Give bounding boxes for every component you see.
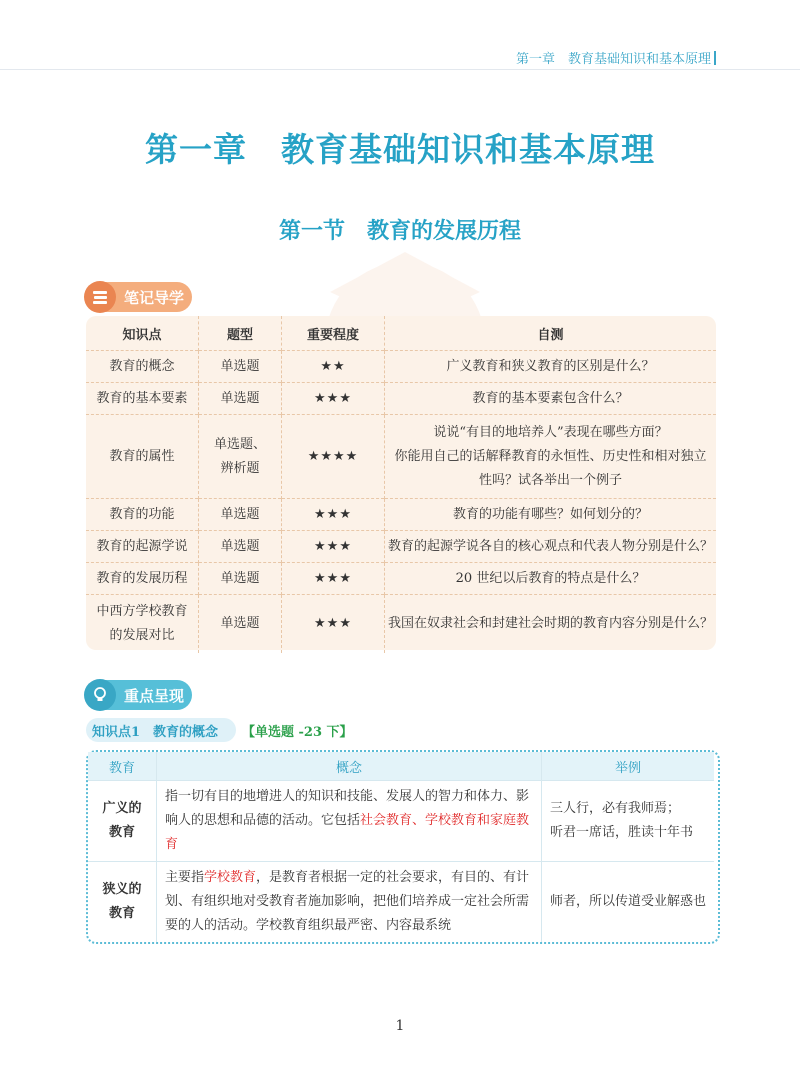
- header-self-test: 自测: [537, 327, 564, 343]
- concept-text-part: 主要指: [165, 870, 205, 885]
- knowledge-point-title: 知识点1 教育的概念: [92, 725, 219, 740]
- point-line: 中西方学校教育: [96, 603, 188, 619]
- section-title: 第一节 教育的发展历程: [278, 218, 521, 244]
- table-row: [86, 595, 716, 653]
- importance-stars: ★★★: [282, 595, 385, 653]
- table-row: [86, 351, 716, 383]
- self-test: 广义教育和狭义教育的区别是什么？: [446, 358, 655, 374]
- table-row: [86, 563, 716, 595]
- self-test: 我国在奴隶社会和封建社会时期的教育内容分别是什么？: [387, 615, 713, 631]
- table-row: [86, 499, 716, 531]
- question-type: 单选题: [199, 595, 282, 653]
- name-line: 教育: [108, 906, 135, 921]
- question-type: 单选题: [199, 383, 282, 415]
- notes-guide-badge: [86, 282, 192, 312]
- lightbulb-icon: [84, 679, 116, 711]
- importance-stars: ★★★★: [282, 415, 385, 499]
- concept-header-row: [88, 752, 714, 781]
- example-text: [542, 781, 715, 862]
- header-type: 题型: [199, 316, 282, 351]
- knowledge-point: 教育的发展历程: [86, 563, 199, 595]
- name-line: 广义的: [102, 801, 142, 816]
- education-type: [88, 781, 157, 862]
- concept-text-part: ，是教育者根据一定的社会要求，有目的、有计划、有组织地对受教育者施加影响，把他们培养成一定社会所需要的人的活动。学校教育组织最严密、内容最系统: [165, 870, 530, 933]
- header-concept: 概念: [157, 752, 542, 781]
- question-type: 单选题: [199, 499, 282, 531]
- knowledge-point: 教育的功能: [86, 499, 199, 531]
- running-head: 第一章 教育基础知识和基本原理: [516, 48, 716, 67]
- education-type: [88, 862, 157, 943]
- self-test: 20 世纪以后教育的特点是什么？: [455, 570, 646, 586]
- concept-text: [157, 781, 542, 862]
- importance-stars: ★★★: [282, 499, 385, 531]
- header-importance: 重要程度: [282, 316, 385, 351]
- self-test: 教育的基本要素包含什么？: [472, 390, 629, 406]
- running-head-bar: [714, 51, 716, 65]
- knowledge-point: 教育的起源学说: [86, 531, 199, 563]
- knowledge-point: 教育的属性: [86, 415, 199, 499]
- type-line: 单选题、: [213, 436, 266, 452]
- self-test: [385, 415, 717, 499]
- example-line: 三人行，必有我师焉；: [550, 801, 681, 816]
- guide-header-row: [86, 316, 716, 351]
- chapter-title: 第一章 教育基础知识和基本原理: [145, 130, 655, 169]
- knowledge-point: 教育的概念: [86, 351, 199, 383]
- study-guide-table: [86, 316, 716, 653]
- name-line: 教育: [108, 825, 135, 840]
- importance-stars: ★★★: [282, 531, 385, 563]
- question-type: 单选题: [199, 351, 282, 383]
- header-point: 知识点: [86, 316, 199, 351]
- example-text: 师者，所以传道受业解惑也: [550, 894, 707, 909]
- importance-stars: ★★★: [282, 383, 385, 415]
- notes-guide-label: 笔记导学: [124, 288, 185, 307]
- highlight-text: 学校教育: [204, 870, 257, 885]
- knowledge-point: 教育的基本要素: [86, 383, 199, 415]
- self-test: 教育的起源学说各自的核心观点和代表人物分别是什么？: [387, 538, 713, 554]
- self-test: 教育的功能有哪些？如何划分的？: [452, 506, 648, 522]
- self-test-line: 说说“有目的地培养人”表现在哪些方面？: [433, 424, 668, 440]
- importance-stars: ★★: [282, 351, 385, 383]
- point-line: 的发展对比: [109, 627, 175, 643]
- type-line: 辨析题: [220, 460, 260, 476]
- concept-text-part: 指一切有目的地增进人的知识和技能、发展人的智力和体力、影响人的思想和品德的活动。它包括: [165, 789, 530, 828]
- self-test-line: 你能用自己的话解释教育的永恒性、历史性和相对独立: [394, 448, 707, 464]
- key-points-label: 重点呈现: [124, 686, 185, 705]
- table-row: [88, 862, 714, 943]
- table-row: [86, 415, 716, 499]
- highlight-text: 社会教育、学校教育和家庭教育: [165, 813, 530, 852]
- table-row: [86, 383, 716, 415]
- example-line: 听君一席话，胜读十年书: [550, 825, 694, 840]
- knowledge-point: [86, 595, 199, 653]
- header-divider: [0, 69, 800, 70]
- page-number: 1: [395, 1018, 405, 1034]
- table-row: [86, 531, 716, 563]
- question-type: 单选题: [199, 563, 282, 595]
- question-type-tag: 【单选题 -23 下】: [242, 725, 353, 740]
- question-type: 单选题: [199, 531, 282, 563]
- key-points-badge: [86, 680, 192, 710]
- self-test-line: 性吗？试各举出一个例子: [478, 472, 622, 488]
- importance-stars: ★★★: [282, 563, 385, 595]
- table-row: [88, 781, 714, 862]
- books-icon: [84, 281, 116, 313]
- concept-text: [157, 862, 542, 943]
- question-type: [199, 415, 282, 499]
- header-education: 教育: [88, 752, 157, 781]
- concept-table: [88, 752, 714, 942]
- header-example: 举例: [542, 752, 715, 781]
- name-line: 狭义的: [102, 882, 142, 897]
